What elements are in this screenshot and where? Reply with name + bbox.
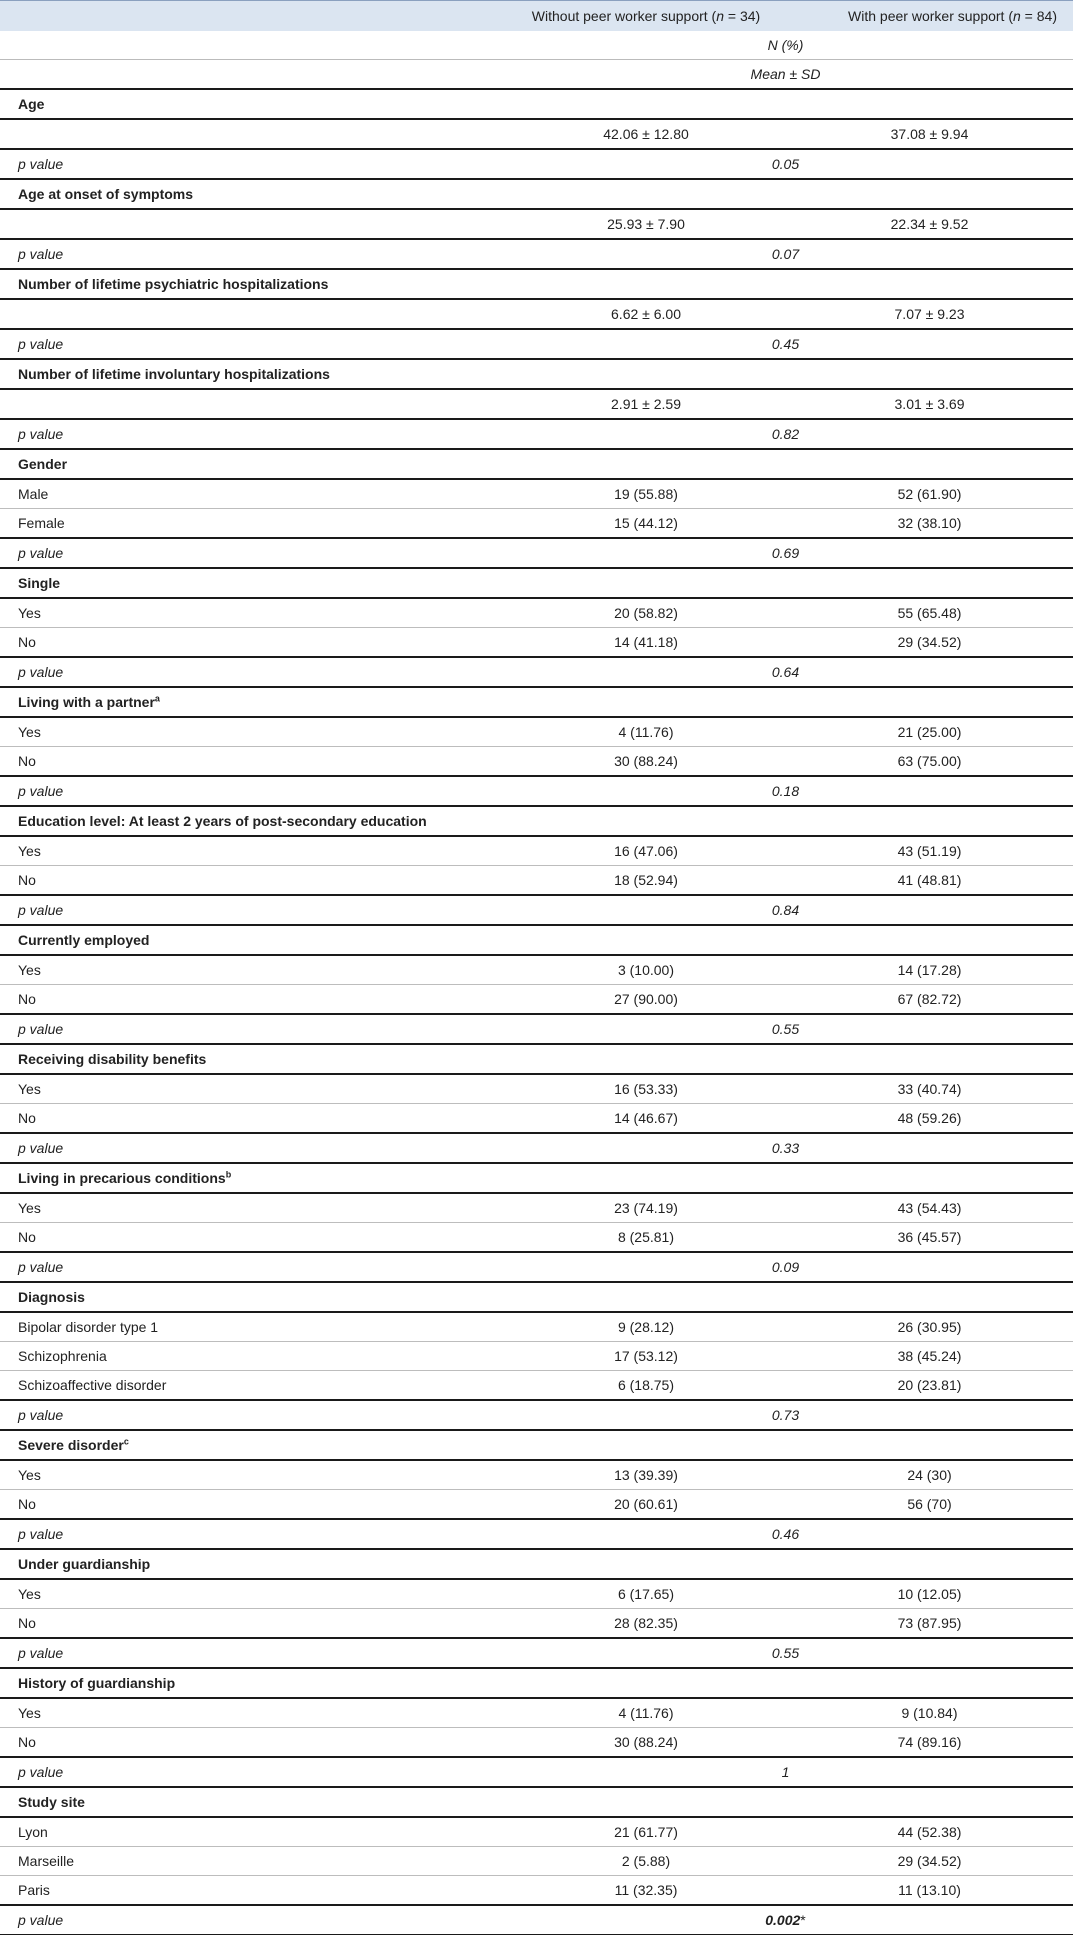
value-with-peer-support: 14 (17.28) [776,955,1073,985]
p-value-row [0,1519,1073,1549]
value-with-peer-support: 29 (34.52) [776,628,1073,658]
column-header-row [0,1,1073,32]
value-without-peer-support: 28 (82.35) [506,1609,776,1639]
section-header-row [0,269,1073,299]
p-value-label: p value [0,419,506,449]
p-value-row [0,1133,1073,1163]
p-value-label: p value [0,895,506,925]
row-label [0,209,506,239]
p-value-label: p value [0,1757,506,1787]
value-with-peer-support: 55 (65.48) [776,598,1073,628]
value-without-peer-support: 6.62 ± 6.00 [506,299,776,329]
value-with-peer-support: 7.07 ± 9.23 [776,299,1073,329]
section-title: Living with a partner$^a$ [0,687,506,717]
p-value-label: p value [0,776,506,806]
table-row [0,628,1073,658]
row-label: Male [0,479,506,509]
value-with-peer-support: 52 (61.90) [776,479,1073,509]
table-row [0,509,1073,539]
p-value: 0.18 [506,776,1073,806]
p-value-label: p value [0,1014,506,1044]
row-label: Yes [0,836,506,866]
section-header-row [0,1787,1073,1817]
section-title: Number of lifetime psychiatric hospitalizations [0,269,506,299]
value-with-peer-support: 63 (75.00) [776,747,1073,777]
section-title: Diagnosis [0,1282,506,1312]
value-without-peer-support: 16 (47.06) [506,836,776,866]
p-value-label: p value [0,1519,506,1549]
row-label [0,119,506,149]
table-row [0,1817,1073,1847]
p-value: 0.55 [506,1014,1073,1044]
value-without-peer-support: 14 (46.67) [506,1104,776,1134]
table-row [0,1579,1073,1609]
p-value: 0.07 [506,239,1073,269]
table-row [0,1193,1073,1223]
header-with-peer-support: With peer worker support (n = 84) [776,1,1073,32]
section-title: Single [0,568,506,598]
table-body [0,89,1073,1935]
row-label: Yes [0,1579,506,1609]
section-header-row [0,1668,1073,1698]
section-header-row [0,568,1073,598]
header-without-peer-support: Without peer worker support (n = 34) [506,1,776,32]
table-row [0,598,1073,628]
section-header-row [0,89,1073,119]
section-header-row [0,687,1073,717]
value-with-peer-support: 32 (38.10) [776,509,1073,539]
section-title: Study site [0,1787,506,1817]
section-title: Living in precarious conditions$^b$ [0,1163,506,1193]
p-value-row [0,895,1073,925]
section-header-row [0,1549,1073,1579]
value-without-peer-support: 13 (39.39) [506,1460,776,1490]
row-label: No [0,1609,506,1639]
p-value-row [0,538,1073,568]
row-label: Yes [0,1460,506,1490]
table-row [0,1312,1073,1342]
table-row [0,1490,1073,1520]
value-with-peer-support: 11 (13.10) [776,1876,1073,1906]
p-value-row [0,1014,1073,1044]
row-label: Bipolar disorder type 1 [0,1312,506,1342]
section-title: Receiving disability benefits [0,1044,506,1074]
row-label: No [0,1223,506,1253]
value-with-peer-support: 20 (23.81) [776,1371,1073,1401]
value-without-peer-support: 16 (53.33) [506,1074,776,1104]
table-row [0,747,1073,777]
row-label: Yes [0,955,506,985]
footnote-marker: b [225,1169,232,1180]
p-value: 0.002* [506,1905,1073,1935]
section-title: Age [0,89,506,119]
p-value-row [0,149,1073,179]
p-value: 0.82 [506,419,1073,449]
value-with-peer-support: 56 (70) [776,1490,1073,1520]
value-without-peer-support: 11 (32.35) [506,1876,776,1906]
section-header-row [0,449,1073,479]
p-value: 0.09 [506,1252,1073,1282]
p-value-label: p value [0,1133,506,1163]
subheader-n-percent: N (%) [506,31,1073,60]
value-with-peer-support: 43 (54.43) [776,1193,1073,1223]
value-with-peer-support: 9 (10.84) [776,1698,1073,1728]
p-value: 0.46 [506,1519,1073,1549]
row-label: Lyon [0,1817,506,1847]
value-with-peer-support: 74 (89.16) [776,1728,1073,1758]
row-label: Schizoaffective disorder [0,1371,506,1401]
row-label: No [0,1104,506,1134]
value-without-peer-support: 30 (88.24) [506,747,776,777]
row-label: Yes [0,598,506,628]
section-title: History of guardianship [0,1668,506,1698]
value-with-peer-support: 21 (25.00) [776,717,1073,747]
value-with-peer-support: 22.34 ± 9.52 [776,209,1073,239]
p-value: 0.55 [506,1638,1073,1668]
section-header-row [0,1430,1073,1460]
section-title: Education level: At least 2 years of post-secondary education [0,806,506,836]
table-row [0,299,1073,329]
p-value-row [0,329,1073,359]
row-label: No [0,1490,506,1520]
table-row [0,985,1073,1015]
table-row [0,479,1073,509]
table-row [0,1847,1073,1876]
row-label [0,299,506,329]
table-row [0,1074,1073,1104]
value-with-peer-support: 33 (40.74) [776,1074,1073,1104]
value-without-peer-support: 27 (90.00) [506,985,776,1015]
table-row [0,866,1073,896]
table-row [0,209,1073,239]
row-label: Yes [0,1074,506,1104]
value-with-peer-support: 3.01 ± 3.69 [776,389,1073,419]
table-row [0,1698,1073,1728]
p-value-row [0,776,1073,806]
row-label: No [0,747,506,777]
value-with-peer-support: 41 (48.81) [776,866,1073,896]
p-value: 0.84 [506,895,1073,925]
p-value-row [0,1638,1073,1668]
subheader-mean-sd-row [0,60,1073,90]
table-row [0,717,1073,747]
value-with-peer-support: 26 (30.95) [776,1312,1073,1342]
table-row [0,1371,1073,1401]
row-label: No [0,985,506,1015]
table-row [0,955,1073,985]
p-value: 0.33 [506,1133,1073,1163]
value-without-peer-support: 4 (11.76) [506,1698,776,1728]
value-with-peer-support: 43 (51.19) [776,836,1073,866]
p-value-row [0,1400,1073,1430]
value-with-peer-support: 67 (82.72) [776,985,1073,1015]
section-header-row [0,359,1073,389]
row-label: No [0,866,506,896]
p-value-row [0,1757,1073,1787]
p-value-label: p value [0,1638,506,1668]
row-label: Schizophrenia [0,1342,506,1371]
p-value-label: p value [0,149,506,179]
value-without-peer-support: 6 (18.75) [506,1371,776,1401]
section-title: Under guardianship [0,1549,506,1579]
value-without-peer-support: 2 (5.88) [506,1847,776,1876]
row-label: No [0,628,506,658]
table-row [0,1104,1073,1134]
table-row [0,1223,1073,1253]
table-row [0,1728,1073,1758]
p-value-row [0,419,1073,449]
section-header-row [0,179,1073,209]
section-title: Number of lifetime involuntary hospitalizations [0,359,506,389]
value-without-peer-support: 18 (52.94) [506,866,776,896]
value-with-peer-support: 36 (45.57) [776,1223,1073,1253]
section-header-row [0,1044,1073,1074]
section-title: Currently employed [0,925,506,955]
value-without-peer-support: 14 (41.18) [506,628,776,658]
value-with-peer-support: 29 (34.52) [776,1847,1073,1876]
footnote-marker: c [123,1436,129,1447]
p-value: 0.45 [506,329,1073,359]
table-row [0,119,1073,149]
value-without-peer-support: 30 (88.24) [506,1728,776,1758]
row-label [0,389,506,419]
section-header-row [0,1282,1073,1312]
value-with-peer-support: 73 (87.95) [776,1609,1073,1639]
table-row [0,836,1073,866]
section-header-row [0,925,1073,955]
p-value: 0.69 [506,538,1073,568]
value-with-peer-support: 24 (30) [776,1460,1073,1490]
p-value: 0.73 [506,1400,1073,1430]
subheader-n-percent-row [0,31,1073,60]
value-without-peer-support: 17 (53.12) [506,1342,776,1371]
p-value: 0.64 [506,657,1073,687]
footnote-marker: a [154,693,160,704]
row-label: Marseille [0,1847,506,1876]
section-title: Gender [0,449,506,479]
value-without-peer-support: 21 (61.77) [506,1817,776,1847]
table-row [0,1342,1073,1371]
p-value-row [0,1905,1073,1935]
value-with-peer-support: 10 (12.05) [776,1579,1073,1609]
value-without-peer-support: 6 (17.65) [506,1579,776,1609]
value-with-peer-support: 48 (59.26) [776,1104,1073,1134]
row-label: Yes [0,1698,506,1728]
row-label: Paris [0,1876,506,1906]
p-value-label: p value [0,239,506,269]
p-value-row [0,1252,1073,1282]
table-row [0,389,1073,419]
p-value-label: p value [0,329,506,359]
row-label: Yes [0,717,506,747]
section-title: Age at onset of symptoms [0,179,506,209]
value-without-peer-support: 3 (10.00) [506,955,776,985]
p-value-label: p value [0,1400,506,1430]
value-with-peer-support: 38 (45.24) [776,1342,1073,1371]
section-title: Severe disorder$^c$ [0,1430,506,1460]
value-without-peer-support: 42.06 ± 12.80 [506,119,776,149]
value-without-peer-support: 19 (55.88) [506,479,776,509]
table-row [0,1876,1073,1906]
p-value: 1 [506,1757,1073,1787]
header-empty [0,1,506,32]
row-label: No [0,1728,506,1758]
significance-marker: * [800,1912,806,1928]
p-value: 0.05 [506,149,1073,179]
value-without-peer-support: 9 (28.12) [506,1312,776,1342]
p-value-row [0,657,1073,687]
value-with-peer-support: 44 (52.38) [776,1817,1073,1847]
subheader-mean-sd: Mean ± SD [506,60,1073,90]
value-without-peer-support: 23 (74.19) [506,1193,776,1223]
p-value-label: p value [0,538,506,568]
value-without-peer-support: 15 (44.12) [506,509,776,539]
value-without-peer-support: 25.93 ± 7.90 [506,209,776,239]
value-without-peer-support: 2.91 ± 2.59 [506,389,776,419]
value-without-peer-support: 20 (60.61) [506,1490,776,1520]
value-without-peer-support: 4 (11.76) [506,717,776,747]
p-value-label: p value [0,1905,506,1935]
p-value-label: p value [0,657,506,687]
value-without-peer-support: 20 (58.82) [506,598,776,628]
row-label: Female [0,509,506,539]
section-header-row [0,1163,1073,1193]
value-with-peer-support: 37.08 ± 9.94 [776,119,1073,149]
row-label: Yes [0,1193,506,1223]
value-without-peer-support: 8 (25.81) [506,1223,776,1253]
table-row [0,1460,1073,1490]
p-value-label: p value [0,1252,506,1282]
p-value-row [0,239,1073,269]
section-header-row [0,806,1073,836]
table-row [0,1609,1073,1639]
